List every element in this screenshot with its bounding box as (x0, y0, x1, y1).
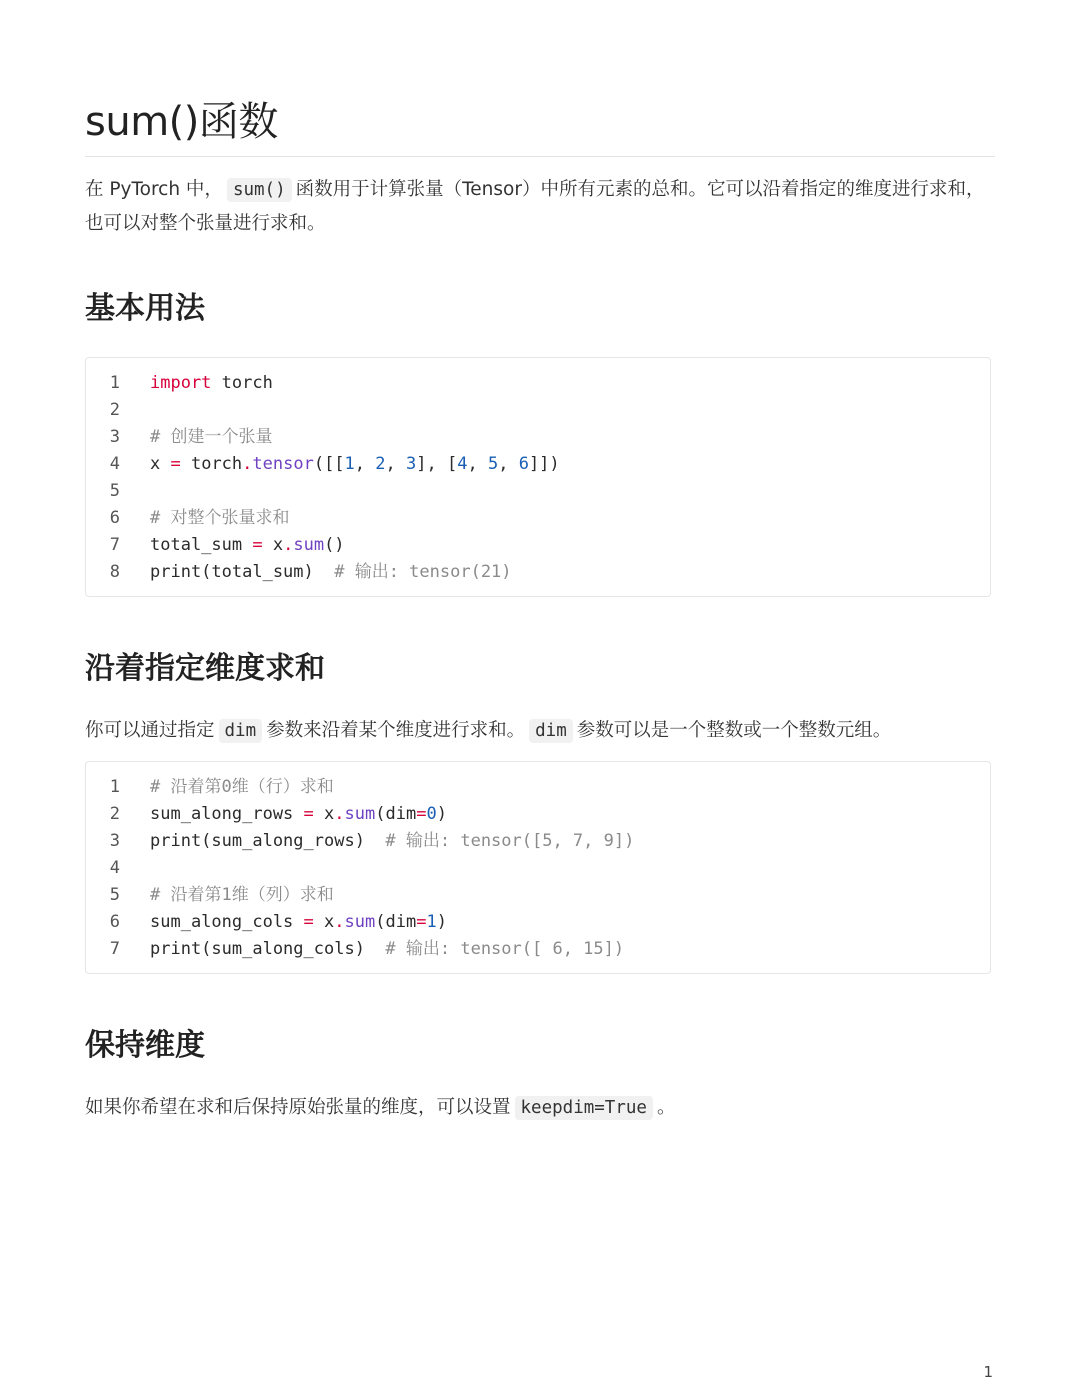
code-token: (dim (375, 804, 417, 824)
code-token: torch (180, 454, 243, 474)
code-text (150, 424, 272, 451)
code-token: print(total_sum) (150, 562, 335, 582)
code-line (86, 397, 990, 424)
code-line (86, 370, 990, 397)
code-token: sum (344, 912, 376, 932)
intro-inline-code: sum() (227, 178, 292, 202)
code-token: total_sum (150, 535, 253, 555)
code-line (86, 882, 990, 909)
code-token: = (303, 804, 314, 824)
code-line (86, 909, 990, 936)
code-token: # 沿着第0维（行）求和 (150, 777, 334, 797)
line-number: 2 (109, 400, 120, 420)
code-token: 6 (518, 454, 529, 474)
line-number: 1 (109, 777, 120, 797)
code-line (86, 936, 990, 963)
page-title: sum()函数 (85, 99, 278, 145)
code-token: import (150, 373, 212, 393)
line-number: 2 (109, 804, 120, 824)
code-token: # 输出: tensor(21) (334, 562, 512, 582)
page-number: 1 (983, 1363, 993, 1381)
code-token: # 沿着第1维（列）求和 (150, 885, 334, 905)
code-text (150, 451, 560, 478)
code-token: . (334, 804, 345, 824)
line-number: 8 (109, 562, 120, 582)
keepdim-text-2: 。 (656, 1097, 676, 1118)
code-token: = (416, 912, 427, 932)
code-token: 1 (426, 912, 437, 932)
code-token: . (283, 535, 294, 555)
line-number: 1 (109, 373, 120, 393)
line-number: 6 (109, 912, 120, 932)
keepdim-inline-code: keepdim=True (515, 1096, 653, 1120)
code-token: # 创建一个张量 (150, 427, 273, 447)
code-token: tensor (252, 454, 314, 474)
heading-basic-usage: 基本用法 (85, 291, 205, 326)
intro-text-2: 函数用于计算张量（Tensor）中所有元素的总和。它可以沿着指定的维度进行求和，也可以对整个张量进行求和。 (85, 179, 985, 234)
code-line (86, 478, 990, 505)
code-line (86, 801, 990, 828)
code-line (86, 532, 990, 559)
code-token: ]]) (528, 454, 560, 474)
code-line (86, 424, 990, 451)
code-line (86, 774, 990, 801)
code-text (150, 505, 289, 532)
dim-paragraph (85, 714, 990, 748)
code-token: , (498, 454, 519, 474)
code-token: . (334, 912, 345, 932)
code-token: sum_along_cols (150, 912, 304, 932)
code-token: 2 (375, 454, 386, 474)
code-token: ([[ (313, 454, 345, 474)
code-token: x (150, 454, 171, 474)
code-text (150, 828, 634, 855)
code-line (86, 559, 990, 586)
code-token: . (242, 454, 253, 474)
line-number: 7 (109, 939, 120, 959)
code-token: = (416, 804, 427, 824)
code-token: print(sum_along_rows) (150, 831, 386, 851)
code-token: (dim (375, 912, 417, 932)
code-block-dim (85, 761, 991, 974)
dim-text-3: 参数可以是一个整数或一个整数元组。 (576, 720, 892, 741)
title-divider (85, 156, 995, 157)
code-text (150, 882, 334, 909)
code-text (150, 936, 624, 963)
code-token: = (170, 454, 181, 474)
code-token: sum (344, 804, 376, 824)
line-number: 5 (109, 481, 120, 501)
code-text (150, 559, 512, 586)
code-token: 3 (406, 454, 417, 474)
line-number: 3 (109, 831, 120, 851)
code-token: , (467, 454, 488, 474)
code-token: , (354, 454, 376, 474)
code-token: = (303, 912, 314, 932)
code-token: x (262, 535, 284, 555)
code-block-basic (85, 357, 991, 597)
line-number: 4 (109, 858, 120, 878)
code-token: 0 (426, 804, 437, 824)
code-token: 5 (487, 454, 499, 474)
heading-sum-along-dim: 沿着指定维度求和 (85, 651, 325, 686)
code-token: sum (293, 535, 325, 555)
code-token: # 输出: tensor([5, 7, 9]) (385, 831, 635, 851)
heading-keepdim: 保持维度 (85, 1028, 205, 1063)
code-token: ], [ (416, 454, 458, 474)
line-number: 7 (109, 535, 120, 555)
dim-text-2: 参数来沿着某个维度进行求和。 (266, 720, 526, 741)
line-number: 6 (109, 508, 120, 528)
keepdim-paragraph (85, 1091, 990, 1125)
code-token: print(sum_along_cols) (150, 939, 386, 959)
line-number: 3 (109, 427, 120, 447)
code-line (86, 828, 990, 855)
code-token: 4 (457, 454, 468, 474)
code-token: , (385, 454, 407, 474)
code-text (150, 370, 273, 397)
code-text (150, 909, 447, 936)
code-line (86, 451, 990, 478)
code-token: = (252, 535, 263, 555)
code-token: () (324, 535, 345, 555)
code-token: x (313, 804, 335, 824)
line-number: 4 (109, 454, 120, 474)
code-token: ) (436, 912, 447, 932)
code-token: # 对整个张量求和 (150, 508, 290, 528)
line-number: 5 (109, 885, 120, 905)
code-token: ) (436, 804, 447, 824)
intro-paragraph (85, 173, 990, 241)
code-line (86, 505, 990, 532)
code-token: 1 (344, 454, 355, 474)
keepdim-text-1: 如果你希望在求和后保持原始张量的维度，可以设置 (85, 1097, 511, 1118)
code-line (86, 855, 990, 882)
code-text (150, 774, 334, 801)
code-token: x (313, 912, 335, 932)
dim-text-1: 你可以通过指定 (85, 720, 215, 741)
code-token: sum_along_rows (150, 804, 304, 824)
dim-inline-code-1: dim (219, 719, 263, 743)
code-text (150, 801, 447, 828)
code-token: # 输出: tensor([ 6, 15]) (385, 939, 625, 959)
code-token: torch (211, 373, 273, 393)
dim-inline-code-2: dim (529, 719, 573, 743)
intro-text-1: 在 PyTorch 中， (85, 179, 223, 200)
code-text (150, 532, 345, 559)
